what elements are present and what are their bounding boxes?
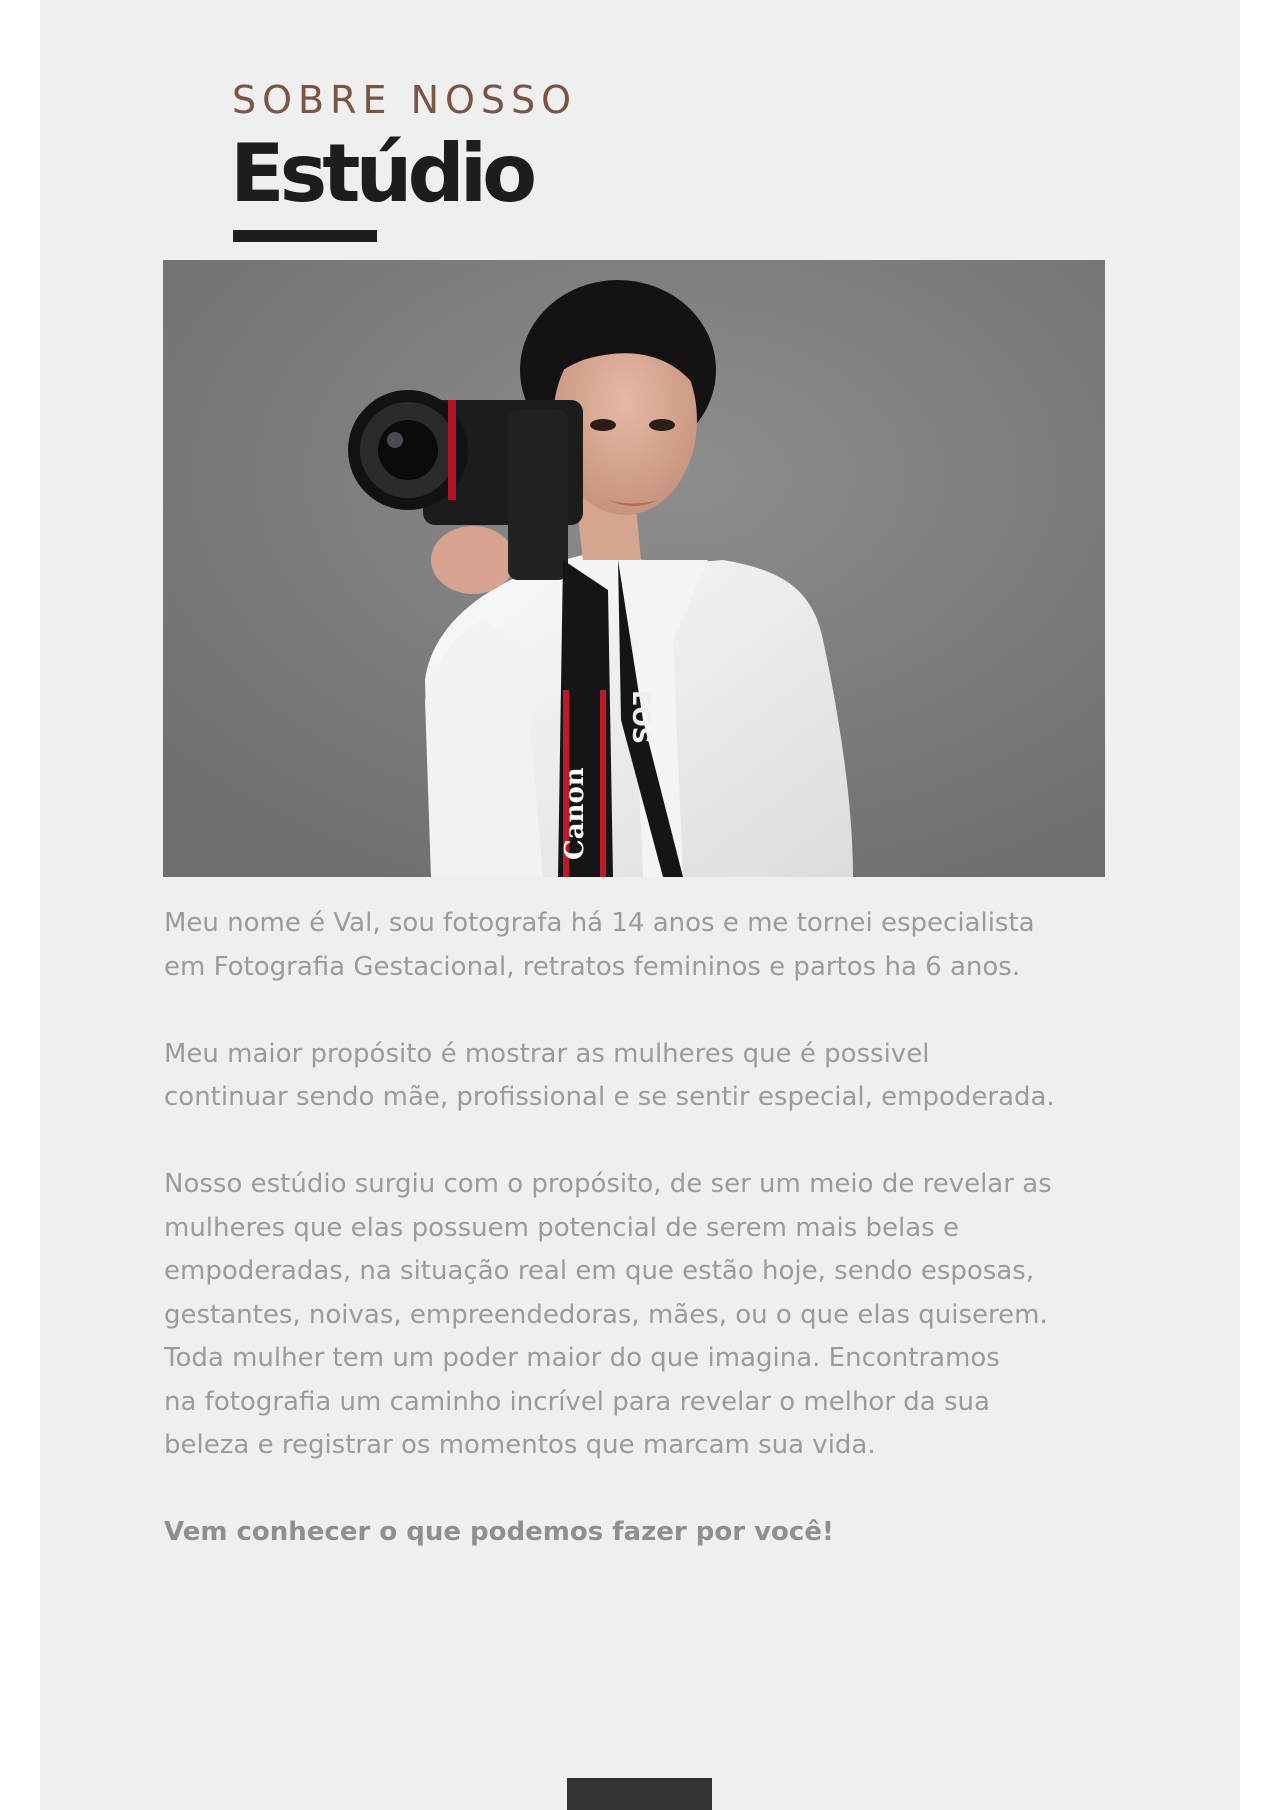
footer-bar <box>567 1778 712 1810</box>
photographer-portrait <box>163 260 1105 877</box>
about-paragraph-1: Meu nome é Val, sou fotografa há 14 anos e me tornei especialista em Fotografia Gestacional, retratos femininos e partos ha 6 anos. <box>164 908 1035 982</box>
page-title: Estúdio <box>230 127 533 220</box>
strap-brand-text: Canon <box>560 767 590 860</box>
section-eyebrow: SOBRE NOSSO <box>232 78 578 122</box>
title-underline <box>233 230 377 242</box>
page <box>40 0 1240 1810</box>
strap-model-text: EOS <box>627 690 655 745</box>
about-paragraph-3: Nosso estúdio surgiu com o propósito, de ser um meio de revelar as mulheres que elas possuem potencial de serem mais belas e empoderadas, na situação real em que estão hoje, sendo esposas, gestantes, noivas, empreendedoras, mães, ou o que elas quiserem. Toda mulher tem um poder maior do que imagina. Encontramos na fotografia um caminho incrível para revelar o melhor da sua beleza e registrar os momentos que marcam sua vida. <box>164 1169 1052 1460</box>
call-to-action: Vem conhecer o que podemos fazer por você! <box>164 1517 834 1547</box>
about-paragraph-2: Meu maior propósito é mostrar as mulheres que é possivel continuar sendo mãe, profissional e se sentir especial, empoderada. <box>164 1038 1055 1112</box>
about-text <box>164 902 1124 1555</box>
